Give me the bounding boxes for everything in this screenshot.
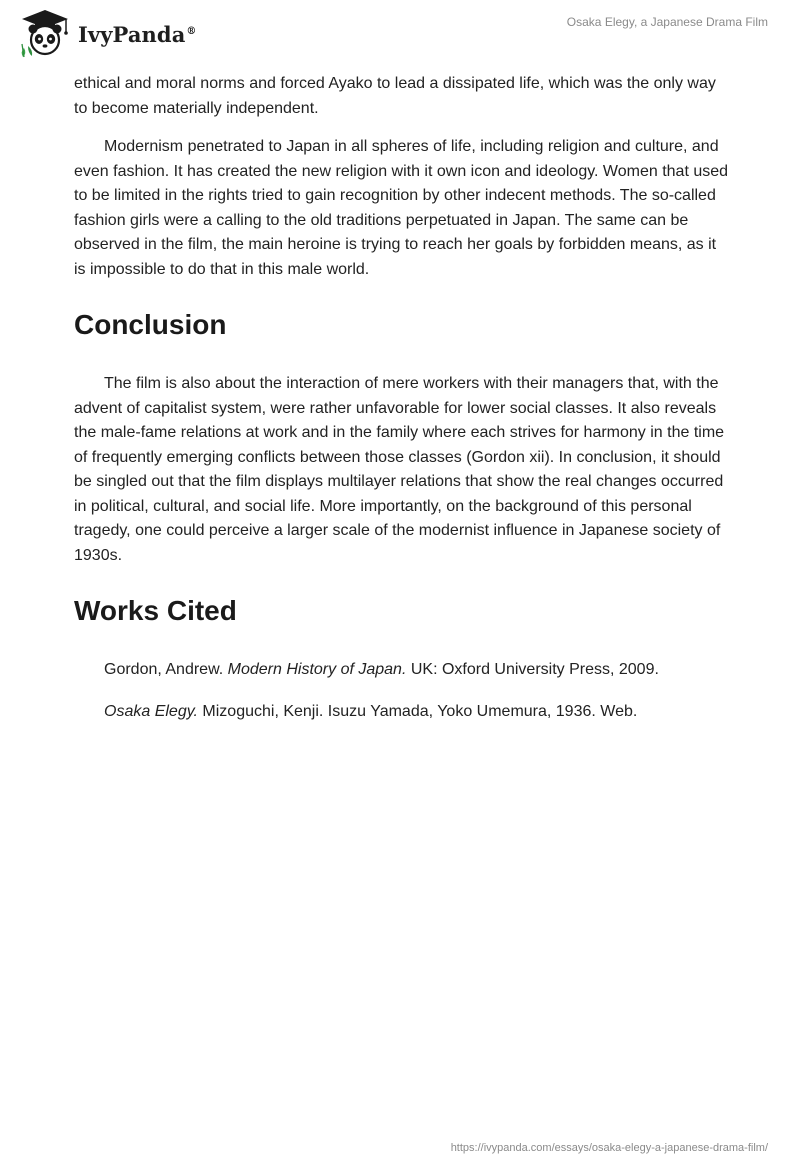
citation-author: Gordon, Andrew. xyxy=(104,661,228,678)
citation-entry xyxy=(104,658,729,682)
registered-mark: ® xyxy=(186,25,197,37)
essay-content xyxy=(74,72,729,742)
citation-title: Osaka Elegy. xyxy=(104,703,198,720)
citation-details: Mizoguchi, Kenji. Isuzu Yamada, Yoko Umemura, 1936. Web. xyxy=(197,703,638,720)
citation-details: UK: Oxford University Press, 2009. xyxy=(406,661,659,678)
citation-title: Modern History of Japan. xyxy=(227,661,407,678)
conclusion-heading: Conclusion xyxy=(74,309,227,340)
brand-name-text: IvyPanda xyxy=(78,21,186,47)
brand-name xyxy=(78,22,197,47)
panda-graduation-cap-icon xyxy=(16,8,74,58)
paragraph-conclusion: The film is also about the interaction of mere workers with their managers that, with the advent of capitalist system, were rather unfavorable for lower social classes. It also reveals the male-fame relations at work and in the family where each strives for harmony in the time of frequently emerging conflicts between those classes (Gordon xii). In conclusion, it should be singled out that the film displays multilayer relations that show the real changes occurred in political, cultural, and social life. More importantly, on the background of this personal tragedy, one could perceive a larger scale of the modernist influence in Japanese society of 1930s. xyxy=(74,375,725,564)
works-cited-heading: Works Cited xyxy=(74,595,237,626)
paragraph-modernism: Modernism penetrated to Japan in all spheres of life, including religion and culture, and even fashion. It has created the new religion with it own icon and ideology. Women that used to be limited in the rights tried to gain recognition by other indecent methods. The so-called fashion girls were a calling to the old traditions perpetuated in Japan. The same can be observed in the film, the main heroine is trying to reach her goals by forbidden means, as it is impossible to do that in this male world. xyxy=(74,138,729,278)
paragraph-continued: ethical and moral norms and forced Ayako to lead a dissipated life, which was the only way to become materially independent. xyxy=(74,75,716,117)
running-title: Osaka Elegy, a Japanese Drama Film xyxy=(566,15,768,29)
source-url[interactable]: https://ivypanda.com/essays/osaka-elegy-a-japanese-drama-film/ xyxy=(450,1142,768,1154)
ivypanda-logo[interactable] xyxy=(16,8,197,58)
citation-entry xyxy=(104,700,729,724)
page-header xyxy=(0,0,800,70)
